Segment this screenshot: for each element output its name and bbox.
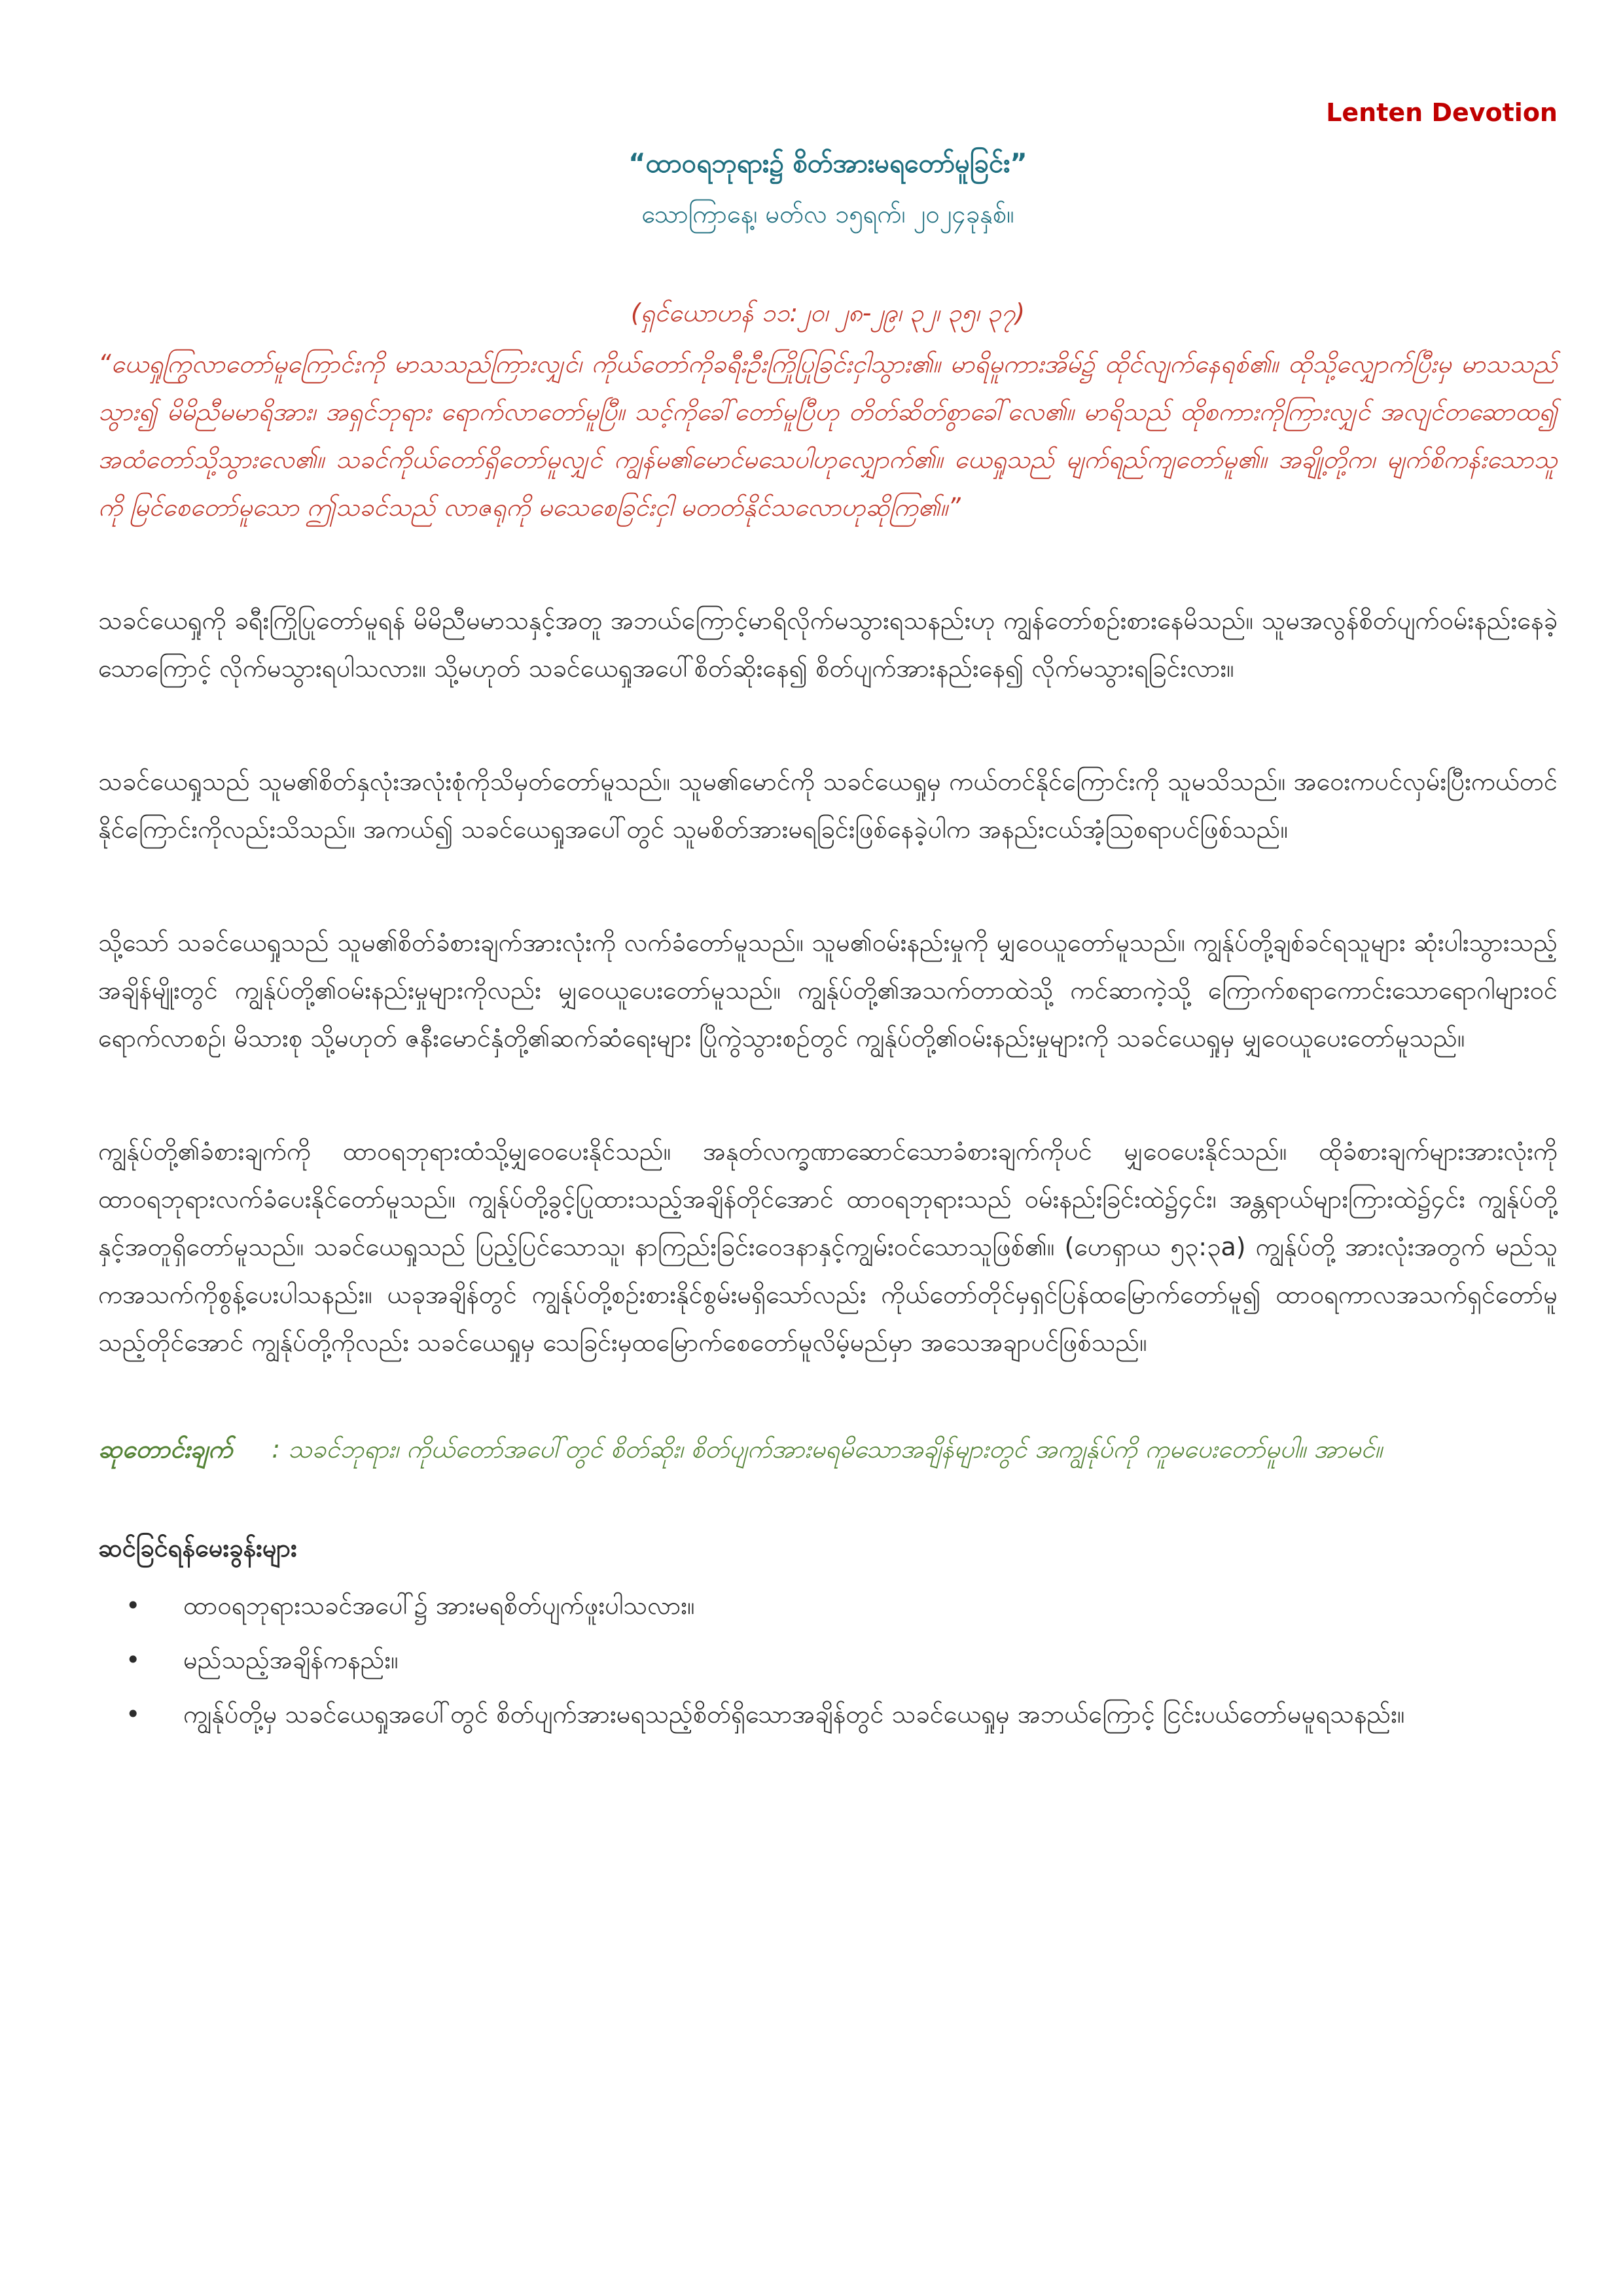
document-page	[98, 79, 1558, 1745]
bullet-icon: •	[126, 1645, 141, 1674]
body-paragraph: သို့သော် သခင်ယေရှုသည် သူမ၏စိတ်ခံစားချက်အားလုံးကို လက်ခံတော်မူသည်။ သူမ၏ဝမ်းနည်းမှုကို မျှဝေယူတော်မူသည်။ ကျွန်ုပ်တို့ချစ်ခင်ရသူများ ဆုံးပါးသွားသည့်အချိန်မျိုးတွင် ကျွန်ုပ်တို့၏ဝမ်းနည်းမှုများကိုလည်း မျှဝေယူပေးတော်မူသည်။ ကျွန်ုပ်တို့၏အသက်တာထဲသို့ ကင်ဆာကဲ့သို့ ကြောက်စရာကောင်းသောရောဂါများဝင်ရောက်လာစဉ်၊ မိသားစု သို့မဟုတ် ဇနီးမောင်နှံတို့၏ဆက်ဆံရေးများ ပြိုကွဲသွားစဉ်တွင် ကျွန်ုပ်တို့၏ဝမ်းနည်းမှုများကို သခင်ယေရှုမှ မျှဝေယူပေးတော်မူသည်။	[98, 928, 1558, 1052]
scripture-reference: (ရှင်ယောဟန် ၁၁:၂၀၊ ၂၈-၂၉၊ ၃၂၊ ၃၅၊ ၃၇)	[630, 298, 1026, 327]
prayer-label: ဆုတောင်းချက်	[98, 1435, 233, 1463]
list-item	[126, 1636, 1558, 1684]
body-paragraph: သခင်ယေရှုသည် သူမ၏စိတ်နှလုံးအလုံးစုံကိုသိမှတ်တော်မူသည်။ သူမ၏မောင်ကို သခင်ယေရှုမှ ကယ်တင်နိုင်ကြောင်းကို သူမသိသည်။ အဝေးကပင်လှမ်းပြီးကယ်တင်နိုင်ကြောင်းကိုလည်းသိသည်။ အကယ်၍ သခင်ယေရှုအပေါ်တွင် သူမစိတ်အားမရခြင်းဖြစ်နေခဲ့ပါက အနည်းငယ်အံ့သြစရာပင်ဖြစ်သည်။	[98, 767, 1558, 844]
prayer-section	[98, 1426, 1558, 1473]
list-item	[126, 1691, 1558, 1738]
reflection-heading: ဆင်ခြင်ရန်မေးခွန်းများ	[98, 1534, 297, 1562]
question-text: ကျွန်ုပ်တို့မှ သခင်ယေရှုအပေါ်တွင် စိတ်ပျက်အားမရသည့်စိတ်ရှိသောအချိန်တွင် သခင်ယေရှုမှ အဘယ်ကြောင့် ငြင်းပယ်တော်မမူရသနည်း။	[183, 1700, 1405, 1729]
prayer-text: : သခင်ဘုရား၊ ကိုယ်တော်အပေါ်တွင် စိတ်ဆိုး၊ စိတ်ပျက်အားမရမိသောအချိန်များတွင် အကျွန်ုပ်ကို ကူမပေးတော်မူပါ။ အာမင်။	[272, 1435, 1383, 1463]
bullet-icon: •	[126, 1700, 141, 1729]
bullet-icon: •	[126, 1591, 141, 1620]
devotion-date: သောကြာနေ့၊ မတ်လ ၁၅ရက်၊ ၂၀၂၄ခုနှစ်။	[641, 200, 1014, 228]
lenten-devotion-tag: Lenten Devotion	[1326, 98, 1558, 127]
reflection-questions-list	[98, 1582, 1558, 1738]
question-text: မည်သည့်အချိန်ကနည်း။	[183, 1645, 399, 1674]
devotion-title: “ထာဝရဘုရား၌ စိတ်အားမရတော်မူခြင်း”	[628, 149, 1027, 179]
body-paragraph: သခင်ယေရှုကို ခရီးကြိုပြုတော်မူရန် မိမိညီမမာသနှင့်အတူ အဘယ်ကြောင့်မာရိလိုက်မသွားရသနည်းဟု ကျွန်တော်စဉ်းစားနေမိသည်။ သူမအလွန်စိတ်ပျက်ဝမ်းနည်းနေခဲ့သောကြောင့် လိုက်မသွားရပါသလား။ သို့မဟုတ် သခင်ယေရှုအပေါ်စိတ်ဆိုးနေ၍ စိတ်ပျက်အားနည်းနေ၍ လိုက်မသွားရခြင်းလား။	[98, 606, 1558, 683]
scripture-text: “ယေရှုကြွလာတော်မူကြောင်းကို မာသသည်ကြားလျှင်၊ ကိုယ်တော်ကိုခရီးဦးကြိုပြုခြင်းငှါသွား၏။ မာရိမူကားအိမ်၌ ထိုင်လျက်နေရစ်၏။ ထိုသို့လျှောက်ပြီးမှ မာသသည်သွား၍ မိမိညီမမာရိအား၊ အရှင်ဘုရား ရောက်လာတော်မူပြီ။ သင့်ကိုခေါ်တော်မူပြီဟု တိတ်ဆိတ်စွာခေါ်လေ၏။ မာရိသည် ထိုစကားကိုကြားလျှင် အလျင်တဆောထ၍ အထံတော်သို့သွားလေ၏။ သခင်ကိုယ်တော်ရှိတော်မူလျှင် ကျွန်မ၏မောင်မသေပါဟုလျှောက်၏။ ယေရှုသည် မျက်ရည်ကျတော်မူ၏။ အချို့တို့က၊ မျက်စိကန်းသောသူကို မြင်စေတော်မူသော ဤသခင်သည် လာဇရုကို မသေစေခြင်းငှါ မတတ်နိုင်သလောဟုဆိုကြ၏။”	[98, 350, 1558, 522]
body-paragraph: ကျွန်ုပ်တို့၏ခံစားချက်ကို ထာဝရဘုရားထံသို့မျှဝေပေးနိုင်သည်။ အနုတ်လက္ခဏာဆောင်သောခံစားချက်ကိုပင် မျှဝေပေးနိုင်သည်။ ထိုခံစားချက်များအားလုံးကို ထာဝရဘုရားလက်ခံပေးနိုင်တော်မူသည်။ ကျွန်ုပ်တို့ခွင့်ပြုထားသည့်အချိန်တိုင်အောင် ထာဝရဘုရားသည် ဝမ်းနည်းခြင်းထဲ၌၄င်း၊ အန္တရာယ်များကြားထဲ၌၄င်း ကျွန်ုပ်တို့နှင့်အတူရှိတော်မူသည်။ သခင်ယေရှုသည် ပြည့်ပြင်သောသူ၊ နာကြည်းခြင်းဝေဒနာနှင့်ကျွမ်းဝင်သောသူဖြစ်၏။ (ဟေရှာယ ၅၃:၃a) ကျွန်ုပ်တို့ အားလုံးအတွက် မည်သူကအသက်ကိုစွန့်ပေးပါသနည်း။ ယခုအချိန်တွင် ကျွန်ုပ်တို့စဉ်းစားနိုင်စွမ်းမရှိသော်လည်း ကိုယ်တော်တိုင်မှရှင်ပြန်ထမြောက်တော်မူ၍ ထာဝရကာလအသက်ရှင်တော်မူသည့်တိုင်အောင် ကျွန်ုပ်တို့ကိုလည်း သခင်ယေရှုမှ သေခြင်းမှထမြောက်စေတော်မူလိမ့်မည်မှာ အသေအချာပင်ဖြစ်သည်။	[98, 1137, 1558, 1357]
question-text: ထာဝရဘုရားသခင်အပေါ်၌ အားမရစိတ်ပျက်ဖူးပါသလား။	[183, 1591, 695, 1620]
list-item	[126, 1582, 1558, 1630]
